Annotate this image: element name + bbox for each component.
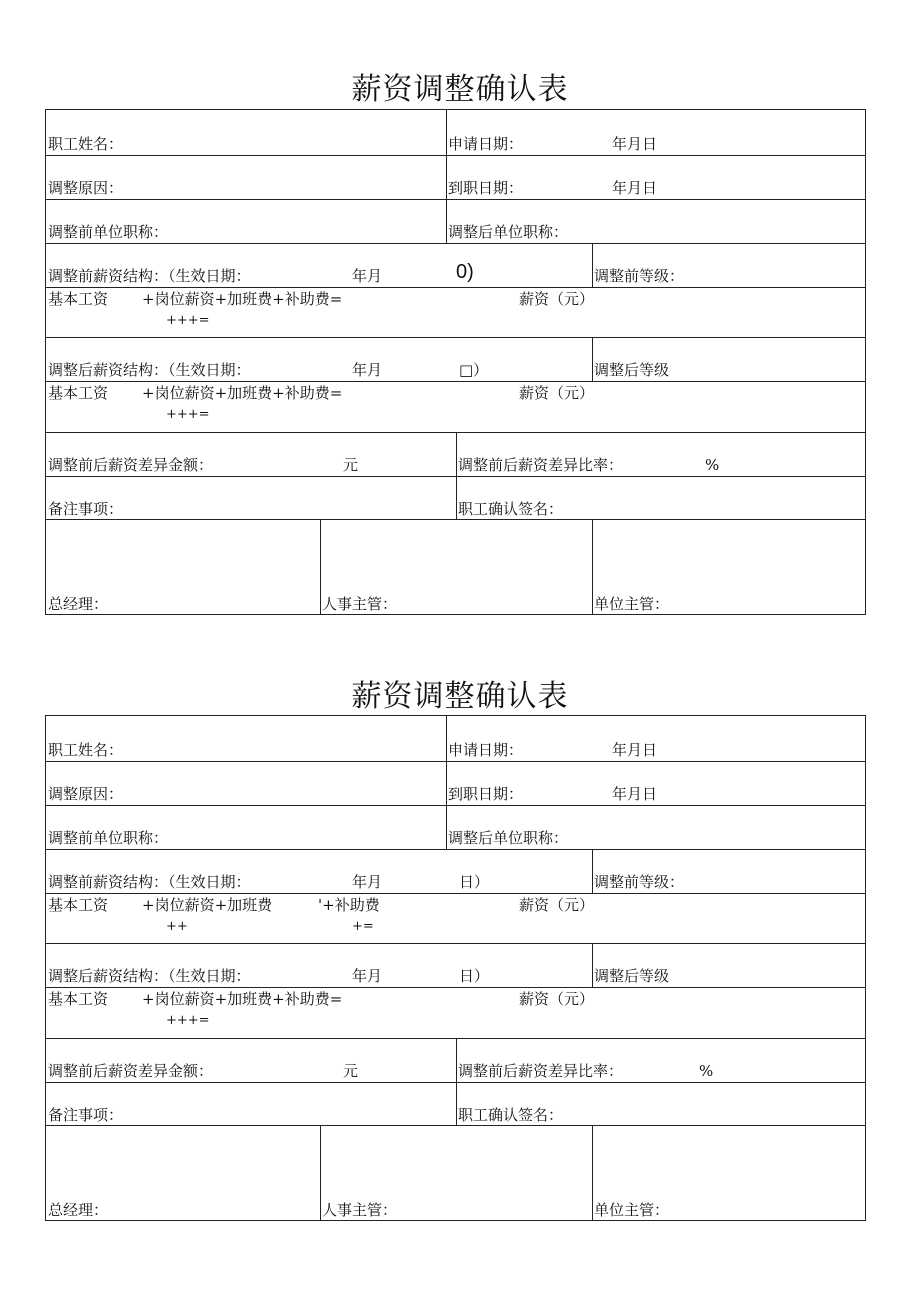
post-structure-label: 调整后薪资结构：（生效日期：: [48, 967, 251, 985]
diff-rate-label: 调整前后薪资差异比率：: [458, 1062, 624, 1080]
pre-plus-b: +=: [352, 919, 374, 934]
pre-grade-label: 调整前等级：: [594, 873, 685, 891]
post-salary-label: 薪资（元）: [519, 384, 595, 402]
form1-table: [45, 109, 866, 615]
rule: [46, 155, 865, 156]
onboard-date-label: 到职日期：: [448, 179, 524, 197]
onboard-date-ymd: 年月日: [612, 179, 658, 197]
title-before-label: 调整前单位职称：: [48, 223, 169, 241]
rule: [320, 1125, 321, 1221]
apply-date-ymd: 年月日: [612, 135, 658, 153]
pre-formula-items: +岗位薪资+加班费+补助费=: [142, 290, 343, 308]
rule: [46, 987, 865, 988]
rule: [446, 110, 447, 243]
pre-effective-ym: 年月: [352, 267, 383, 285]
rule: [592, 519, 593, 615]
post-grade-label: 调整后等级: [594, 967, 670, 985]
post-effective-day: 日）: [459, 967, 490, 985]
employee-name-label: 职工姓名：: [48, 135, 124, 153]
reason-label: 调整原因：: [48, 179, 124, 197]
rule: [46, 381, 865, 382]
rule: [592, 943, 593, 987]
rule: [46, 893, 865, 894]
post-formula-items: +岗位薪资+加班费+补助费=: [142, 384, 343, 402]
form2-title: 薪资调整确认表: [351, 679, 569, 714]
pre-formula-base: 基本工资: [48, 290, 109, 308]
title-after-label: 调整后单位职称：: [448, 829, 569, 847]
post-plus-row: +++=: [166, 407, 210, 422]
pre-effective-day: 日）: [459, 873, 490, 891]
apply-date-label: 申请日期：: [448, 741, 524, 759]
rule: [46, 849, 865, 850]
post-formula-base: 基本工资: [48, 384, 109, 402]
rule: [456, 432, 457, 519]
post-effective-ym: 年月: [352, 361, 383, 379]
pre-salary-label: 薪资（元）: [519, 896, 595, 914]
pre-grade-label: 调整前等级：: [594, 267, 685, 285]
rule: [46, 337, 865, 338]
pre-effective-day: 0): [456, 261, 474, 283]
diff-amount-unit: 元: [343, 1062, 359, 1080]
onboard-date-ymd: 年月日: [612, 785, 658, 803]
form2-table: [45, 715, 866, 1221]
rule: [456, 1038, 457, 1125]
pre-formula-items: +岗位薪资+加班费: [142, 896, 273, 914]
rule: [46, 805, 865, 806]
pre-plus-row: +++=: [166, 313, 210, 328]
rule: [320, 519, 321, 615]
post-plus-row: +++=: [166, 1013, 210, 1028]
unit-head-sign-label: 单位主管：: [594, 1201, 670, 1219]
rule: [46, 761, 865, 762]
diff-amount-label: 调整前后薪资差异金额：: [48, 456, 214, 474]
apply-date-ymd: 年月日: [612, 741, 658, 759]
rule: [592, 243, 593, 287]
employee-sign-label: 职工确认签名：: [458, 1106, 564, 1124]
diff-amount-label: 调整前后薪资差异金额：: [48, 1062, 214, 1080]
rule: [592, 337, 593, 381]
rule: [46, 243, 865, 244]
rule: [446, 716, 447, 849]
pre-salary-label: 薪资（元）: [519, 290, 595, 308]
pre-effective-ym: 年月: [352, 873, 383, 891]
unit-head-sign-label: 单位主管：: [594, 595, 670, 613]
post-effective-ym: 年月: [352, 967, 383, 985]
diff-rate-label: 调整前后薪资差异比率：: [458, 456, 624, 474]
hr-sign-label: 人事主管：: [322, 1201, 398, 1219]
rule: [46, 199, 865, 200]
post-effective-day: □）: [459, 361, 489, 379]
pre-structure-label: 调整前薪资结构：（生效日期：: [48, 873, 251, 891]
diff-amount-unit: 元: [343, 456, 359, 474]
post-formula-items: +岗位薪资+加班费+补助费=: [142, 990, 343, 1008]
gm-sign-label: 总经理：: [48, 1201, 109, 1219]
pre-plus-a: ++: [166, 919, 188, 934]
gm-sign-label: 总经理：: [48, 595, 109, 613]
remarks-label: 备注事项：: [48, 1106, 124, 1124]
reason-label: 调整原因：: [48, 785, 124, 803]
apply-date-label: 申请日期：: [448, 135, 524, 153]
rule: [46, 943, 865, 944]
diff-rate-pct: %: [705, 456, 720, 474]
title-before-label: 调整前单位职称：: [48, 829, 169, 847]
pre-formula-base: 基本工资: [48, 896, 109, 914]
pre-formula-extra: '+补助费: [318, 896, 380, 914]
rule: [46, 1125, 865, 1126]
form1-title: 薪资调整确认表: [351, 72, 569, 107]
diff-rate-pct: %: [699, 1062, 714, 1080]
pre-structure-label: 调整前薪资结构：（生效日期：: [48, 267, 251, 285]
post-structure-label: 调整后薪资结构：（生效日期：: [48, 361, 251, 379]
rule: [592, 1125, 593, 1221]
post-formula-base: 基本工资: [48, 990, 109, 1008]
hr-sign-label: 人事主管：: [322, 595, 398, 613]
remarks-label: 备注事项：: [48, 500, 124, 518]
title-after-label: 调整后单位职称：: [448, 223, 569, 241]
rule: [46, 519, 865, 520]
post-salary-label: 薪资（元）: [519, 990, 595, 1008]
employee-sign-label: 职工确认签名：: [458, 500, 564, 518]
rule: [592, 849, 593, 893]
employee-name-label: 职工姓名：: [48, 741, 124, 759]
rule: [46, 287, 865, 288]
onboard-date-label: 到职日期：: [448, 785, 524, 803]
post-grade-label: 调整后等级: [594, 361, 670, 379]
